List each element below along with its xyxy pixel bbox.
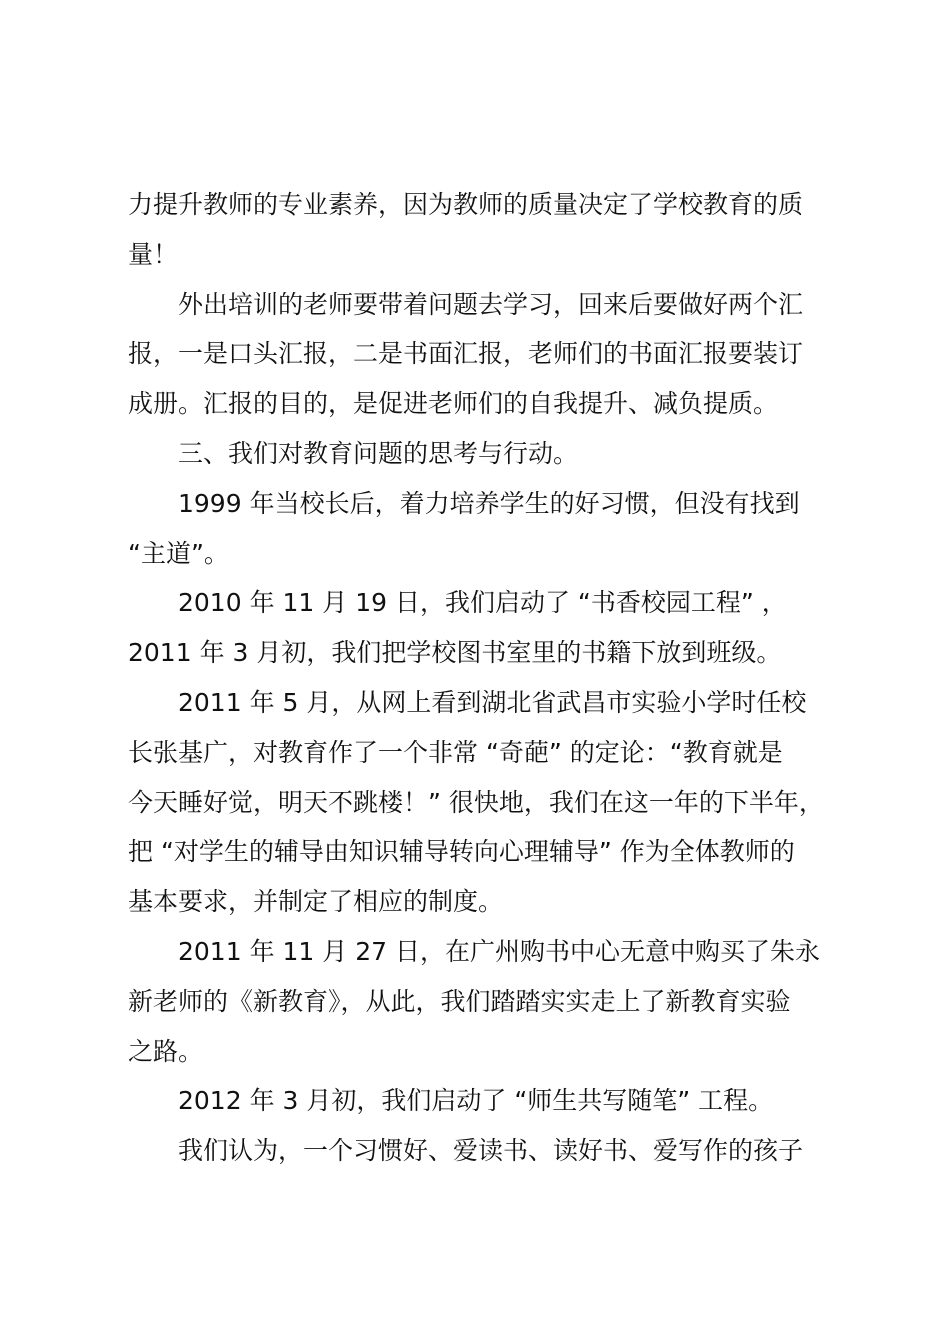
paragraph-6 — [128, 678, 838, 927]
text-line: 力提升教师的专业素养，因为教师的质量决定了学校教育的质 — [128, 190, 804, 219]
text-line: 2012 年 3 月初，我们启动了 “师生共写随笔” 工程。 — [178, 1086, 774, 1116]
paragraph-3 — [128, 429, 838, 479]
document-body — [128, 180, 838, 1176]
text-line: 2011 年 11 月 27 日，在广州购书中心无意中购买了朱永 — [178, 936, 820, 966]
text-line: 之路。 — [128, 1036, 204, 1066]
text-line: “主道”。 — [128, 538, 229, 568]
text-line: 我们认为，一个习惯好、爱读书、读好书、爱写作的孩子 — [178, 1136, 804, 1166]
paragraph-9 — [128, 1126, 838, 1176]
text-line: 长张基广，对教育作了一个非常 “奇葩” 的定论：“教育就是 — [128, 737, 783, 767]
paragraph-1 — [128, 180, 838, 280]
text-line: 成册。汇报的目的，是促进老师们的自我提升、减负提质。 — [128, 389, 779, 419]
paragraph-4 — [128, 479, 838, 579]
section-heading: 三、我们对教育问题的思考与行动。 — [178, 438, 579, 468]
text-line: 2011 年 5 月，从网上看到湖北省武昌市实验小学时任校 — [178, 687, 807, 717]
paragraph-7 — [128, 927, 838, 1076]
text-line: 今天睡好觉，明天不跳楼！” 很快地，我们在这一年的下半年， — [128, 787, 824, 817]
paragraph-5 — [128, 578, 838, 678]
text-line: 2010 年 11 月 19 日，我们启动了 “书香校园工程” ， — [178, 588, 787, 618]
text-line: 1999 年当校长后，着力培养学生的好习惯，但没有找到 — [178, 488, 800, 518]
text-line: 量！ — [128, 239, 179, 269]
text-line: 把 “对学生的辅导由知识辅导转向心理辅导” 作为全体教师的 — [128, 837, 795, 867]
text-line: 基本要求，并制定了相应的制度。 — [128, 887, 504, 917]
text-line: 新老师的《新教育》，从此，我们踏踏实实走上了新教育实验 — [128, 986, 791, 1016]
text-line: 报，一是口头汇报，二是书面汇报，老师们的书面汇报要装订 — [128, 339, 804, 369]
paragraph-2 — [128, 280, 838, 429]
text-line: 外出培训的老师要带着问题去学习，回来后要做好两个汇 — [178, 289, 804, 319]
text-line: 2011 年 3 月初，我们把学校图书室里的书籍下放到班级。 — [128, 638, 782, 668]
paragraph-8 — [128, 1076, 838, 1126]
